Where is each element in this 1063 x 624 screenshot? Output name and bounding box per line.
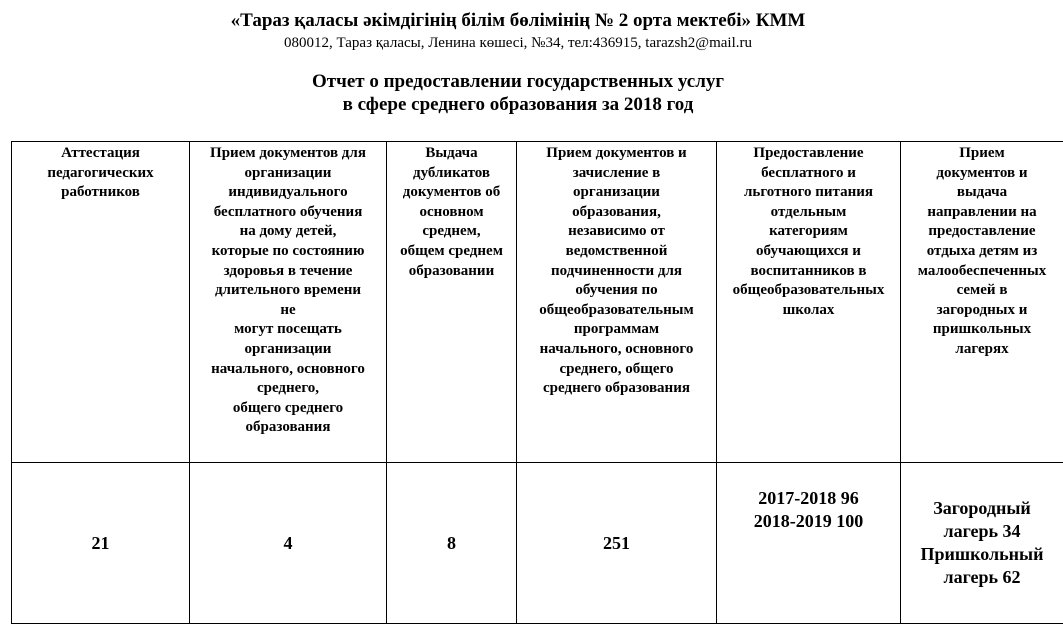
header-line: общеобразовательным [517, 301, 716, 321]
header-line: организации [190, 164, 386, 184]
header-line: Прием [901, 144, 1063, 164]
header-line: не [190, 301, 386, 321]
header-line: которые по состоянию [190, 242, 386, 262]
header-line: программам [517, 320, 716, 340]
header-line: организации [517, 183, 716, 203]
header-line: начального, основного [517, 340, 716, 360]
header-line: длительного времени [190, 281, 386, 301]
value-cell-home-education [190, 463, 387, 624]
report-title-line: Отчет о предоставлении государственных услуг [0, 70, 1036, 93]
column-header-duplicates [387, 142, 517, 463]
value-line: 251 [517, 532, 716, 555]
value-line: 2017-2018 96 [717, 487, 900, 510]
header-line: Аттестация [12, 144, 189, 164]
header-line: начального, основного [190, 360, 386, 380]
header-line: семей в [901, 281, 1063, 301]
header-line: независимо от [517, 222, 716, 242]
header-line: образования [190, 418, 386, 438]
header-line: ведомственной [517, 242, 716, 262]
value-cell-duplicates [387, 463, 517, 624]
value-line: 2018-2019 100 [717, 510, 900, 533]
value-cell-meals [717, 463, 901, 624]
value-cell-attestation [12, 463, 190, 624]
report-title-line: в сфере среднего образования за 2018 год [0, 93, 1036, 116]
table-header-row [12, 142, 1063, 463]
header-line: льготного питания [717, 183, 900, 203]
header-line: обучения по [517, 281, 716, 301]
header-line: предоставление [901, 222, 1063, 242]
organization-address: 080012, Тараз қаласы, Ленина көшесі, №34, тел:436915, tarazsh2@mail.ru [0, 35, 1036, 52]
header-line: могут посещать [190, 320, 386, 340]
column-header-enrollment [517, 142, 717, 463]
column-header-meals [717, 142, 901, 463]
header-line: школах [717, 301, 900, 321]
header-line: на дому детей, [190, 222, 386, 242]
value-line: Загородный [901, 497, 1063, 520]
header-line: зачисление в [517, 164, 716, 184]
header-line: отдыха детям из [901, 242, 1063, 262]
header-line: документов и [901, 164, 1063, 184]
header-line: Прием документов и [517, 144, 716, 164]
header-line: общего среднего [190, 399, 386, 419]
table-value-row [12, 463, 1063, 624]
header-line: среднего, [190, 379, 386, 399]
header-line: загородных и [901, 301, 1063, 321]
header-line: выдача [901, 183, 1063, 203]
column-header-camps [901, 142, 1063, 463]
header-line: лагерях [901, 340, 1063, 360]
header-line: Предоставление [717, 144, 900, 164]
header-line: организации [190, 340, 386, 360]
header-line: индивидуального [190, 183, 386, 203]
header-line: среднего, общего [517, 360, 716, 380]
header-line: образования, [517, 203, 716, 223]
header-line: Прием документов для [190, 144, 386, 164]
header-line: среднем, [387, 222, 516, 242]
value-line: лагерь 62 [901, 566, 1063, 589]
header-line: общеобразовательных [717, 281, 900, 301]
header-line: подчиненности для [517, 262, 716, 282]
header-line: обучающихся и [717, 242, 900, 262]
header-line: бесплатного обучения [190, 203, 386, 223]
header-line: общем среднем [387, 242, 516, 262]
value-line: 21 [12, 532, 189, 555]
header-line: основном [387, 203, 516, 223]
value-line: Пришкольный [901, 543, 1063, 566]
header-line: педагогических [12, 164, 189, 184]
organization-title: «Тараз қаласы әкімдігінің білім бөлімінің № 2 орта мектебі» КММ [0, 10, 1036, 32]
header-line: образовании [387, 262, 516, 282]
value-line: лагерь 34 [901, 520, 1063, 543]
value-cell-enrollment [517, 463, 717, 624]
value-cell-camps [901, 463, 1063, 624]
header-line: отдельным [717, 203, 900, 223]
header-line: работников [12, 183, 189, 203]
column-header-attestation [12, 142, 190, 463]
report-title [0, 70, 1036, 116]
header-line: воспитанников в [717, 262, 900, 282]
header-line: документов об [387, 183, 516, 203]
header-line: среднего образования [517, 379, 716, 399]
header-line: малообеспеченных [901, 262, 1063, 282]
header-line: направлении на [901, 203, 1063, 223]
header-line: категориям [717, 222, 900, 242]
services-table [11, 141, 1063, 624]
value-line: 4 [190, 532, 386, 555]
column-header-home-education [190, 142, 387, 463]
header-line: здоровья в течение [190, 262, 386, 282]
header-line: пришкольных [901, 320, 1063, 340]
header-line: Выдача [387, 144, 516, 164]
value-line: 8 [387, 532, 516, 555]
header-line: бесплатного и [717, 164, 900, 184]
header-line: дубликатов [387, 164, 516, 184]
